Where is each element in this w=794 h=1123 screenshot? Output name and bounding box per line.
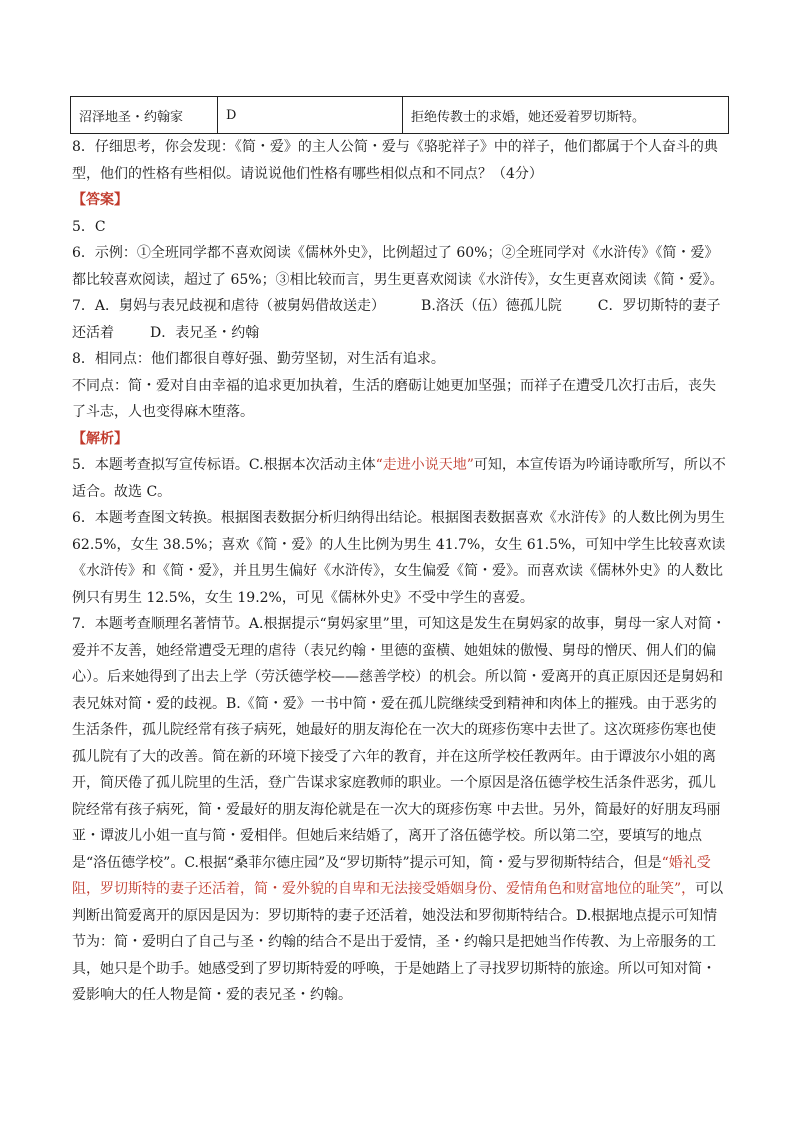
answer-table bbox=[70, 96, 729, 134]
question-8: 8．仔细思考，你会发现：《简・爱》的主人公简・爱与《骆驼祥子》中的祥子，他们都属于个人奋斗的典型，他们的性格有些相似。请说说他们性格有哪些相似点和不同点？（4分） bbox=[72, 139, 718, 182]
analysis-6: 6．本题考查图文转换。根据图表数据分析归纳得出结论。根据图表数据喜欢《水浒传》的人数比例为男生 62.5%，女生 38.5%；喜欢《简・爱》的人生比例为男生 41.7%，女生 61.5%，可知中学生比较喜欢读《水浒传》和《简・爱》，并且男生偏好《水浒传》，女生偏爱《简・爱》。而喜欢读《儒林外史》的人数比例只有男生 12.5%，女生 19.2%，可见《儒林外史》不受中学生的喜爱。 bbox=[72, 510, 726, 606]
answer-7-d: D．表兄圣・约翰 bbox=[150, 324, 260, 341]
table-cell-option: D bbox=[218, 97, 403, 134]
document-body bbox=[72, 134, 728, 1009]
table-row bbox=[71, 97, 729, 134]
answer-6: 6．示例：①全班同学都不喜欢阅读《儒林外史》，比例超过了 60%；②全班同学对《水浒传》《简・爱》都比较喜欢阅读，超过了 65%；③相比较而言，男生更喜欢阅读《水浒传》，女生更喜欢阅读《简・爱》。 bbox=[72, 245, 724, 288]
answer-7 bbox=[72, 293, 728, 346]
answer-5: 5．C bbox=[72, 218, 106, 235]
analysis-heading: 【解析】 bbox=[72, 430, 128, 447]
analysis-7-part1: 7．本题考查顺理名著情节。A.根据提示“舅妈家里”里，可知这是发生在舅妈家的故事，舅母一家人对简・爱并不友善，她经常遭受无理的虐待（表兄约翰・里德的蛮横、她姐妹的傲慢、舅母的憎厌、佣人们的偏心）。后来她得到了出去上学（劳沃德学校——慈善学校）的机会。所以简・爱离开的真正原因还是舅妈和表兄妹对简・爱的歧视。B.《简・爱》一书中简・爱在孤儿院继续受到精神和肉体上的摧残。由于恶劣的生活条件，孤儿院经常有孩子病死，她最好的朋友海伦在一次大的斑疹伤寒中去世了。这次斑疹伤寒也使孤儿院有了大的改善。简在新的环境下接受了六年的教育，并在这所学校任教两年。由于谭波尔小姐的离开，简厌倦了孤儿院里的生活，登广告谋求家庭教师的职业。一个原因是洛伍德学校生活条件恶劣，孤儿院经常有孩子病死，简・爱最好的朋友海伦就是在一次大的斑疹伤寒 中去世。另外，简最好的好朋友玛丽亚・谭波儿小姐一直与简・爱相伴。但她后来结婚了，离开了洛伍德学校。所以第二空，要填写的地点是“洛伍德学校”。C.根据“桑菲尔德庄园”及“罗切斯特”提示可知，简・爱与罗彻斯特结合，但是 bbox=[72, 616, 726, 871]
answer-heading: 【答案】 bbox=[72, 192, 128, 208]
answer-8-diff: 不同点：简・爱对自由幸福的追求更加执着，生活的磨砺让她更加坚强；而祥子在遭受几次打击后，丧失了斗志，人也变得麻木堕落。 bbox=[72, 377, 716, 420]
analysis-5-pre: 5．本题考查拟写宣传标语。C.根据本次活动主体 bbox=[72, 457, 376, 473]
table-cell-location: 沼泽地圣・约翰家 bbox=[71, 97, 218, 134]
analysis-5 bbox=[72, 452, 728, 505]
analysis-7-part2: 可以判断出简爱离开的原因是因为：罗切斯特的妻子还活着，她没法和罗彻斯特结合。D.根据地点提示可知情节为：简・爱明白了自己与圣・约翰的结合不是出于爱情，圣・约翰只是把她当作传教、为上帝服务的工具，她只是个助手。她感受到了罗切斯特爱的呼唤，于是她踏上了寻找罗切斯特的旅途。所以可知对简・爱影响大的任人物是简・爱的表兄圣・约翰。 bbox=[72, 881, 724, 1003]
answer-7-c: C．罗切斯特的妻子还活着 bbox=[72, 298, 721, 341]
analysis-7 bbox=[72, 611, 728, 1009]
table-cell-event: 拒绝传教士的求婚，她还爱着罗切斯特。 bbox=[403, 97, 729, 134]
answer-7-b: B.洛沃（伍）德孤儿院 bbox=[421, 298, 562, 314]
analysis-5-post: 可知，本宣传语为吟诵诗歌所写，所以不适合。故选 C。 bbox=[72, 457, 726, 500]
answer-7-a: 7．A．舅妈与表兄歧视和虐待（被舅妈借故送走） bbox=[72, 298, 386, 314]
analysis-7-quote: “婚礼受阻，罗切斯特的妻子还活着，简・爱外貌的自卑和无法接受婚姻身份、爱情角色和财富地位的耻笑”， bbox=[72, 854, 711, 897]
analysis-5-quote: “走进小说天地” bbox=[375, 457, 474, 473]
answer-8-same: 8．相同点：他们都很自尊好强、勤劳坚韧，对生活有追求。 bbox=[72, 351, 445, 367]
